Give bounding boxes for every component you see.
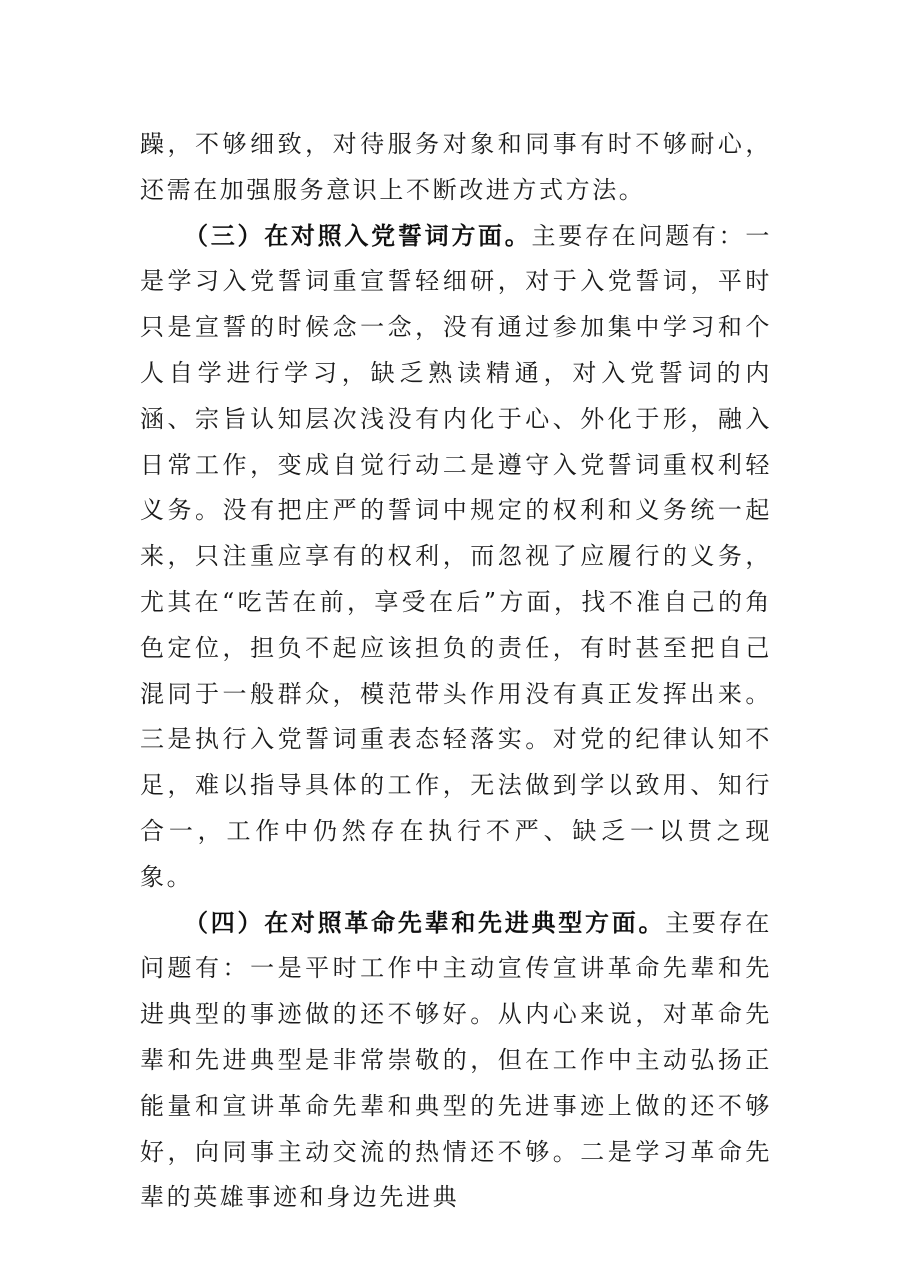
paragraph-continuation bbox=[140, 122, 772, 214]
document-body bbox=[140, 122, 772, 1221]
paragraph-text: 主要存在问题有：一是平时工作中主动宣传宣讲革命先辈和先进典型的事迹做的还不够好。从内心来说，对革命先辈和先进典型是非常崇敬的，但在工作中主动弘扬正能量和宣讲革命先辈和典型的先进事迹上做的还不够好，向同事主动交流的热情还不够。二是学习革命先辈的英雄事迹和身边先进典 bbox=[140, 908, 772, 1212]
section-heading-three: （三）在对照入党誓词方面。 bbox=[184, 221, 532, 250]
section-heading-four: （四）在对照革命先辈和先进典型方面。 bbox=[184, 908, 666, 937]
paragraph-section-three bbox=[140, 214, 772, 901]
paragraph-text: 躁，不够细致，对待服务对象和同事有时不够耐心，还需在加强服务意识上不断改进方式方法。 bbox=[140, 130, 772, 204]
paragraph-text: 主要存在问题有：一是学习入党誓词重宣誓轻细研，对于入党誓词，平时只是宣誓的时候念一念，没有通过参加集中学习和个人自学进行学习，缺乏熟读精通，对入党誓词的内涵、宗旨认知层次浅没有内化于心、外化于形，融入日常工作，变成自觉行动二是遵守入党誓词重权利轻义务。没有把庄严的誓词中规定的权利和义务统一起来，只注重应享有的权利，而忽视了应履行的义务，尤其在“吃苦在前，享受在后”方面，找不准自己的角色定位，担负不起应该担负的责任，有时甚至把自己混同于一般群众，模范带头作用没有真正发挥出来。三是执行入党誓词重表态轻落实。对党的纪律认知不足，难以指导具体的工作，无法做到学以致用、知行合一，工作中仍然存在执行不严、缺乏一以贯之现象。 bbox=[140, 221, 772, 891]
paragraph-section-four bbox=[140, 901, 772, 1222]
